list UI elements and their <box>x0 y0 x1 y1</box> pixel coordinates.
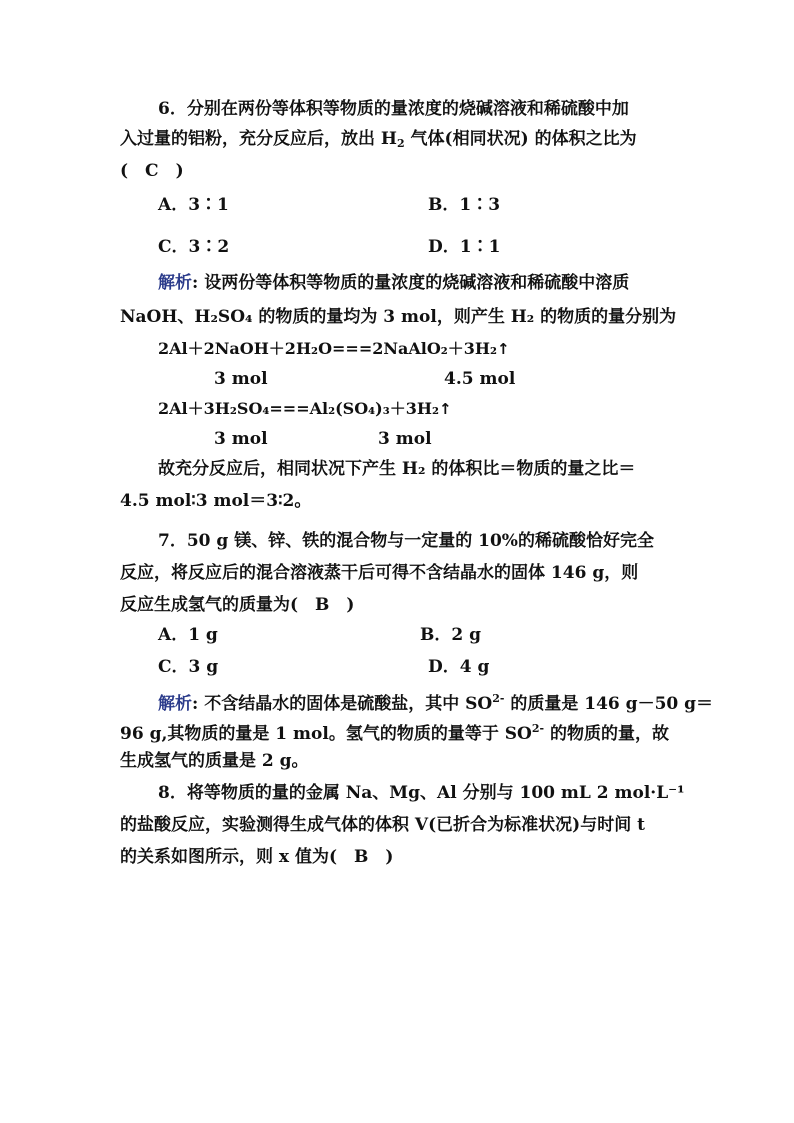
a6-equation-2-text: 2Al＋3H₂SO₄===Al₂(SO₄)₃＋3H₂ <box>158 399 440 418</box>
q6-line-2-a: 入过量的铝粉，充分反应后，放出 H <box>120 129 397 149</box>
a7-text-1b: 的质量是 146 g－50 g＝ <box>504 694 714 714</box>
q6-line-2 <box>120 128 637 155</box>
q6-option-b: B．1∶3 <box>428 195 501 215</box>
q7-line-1: 7．50 g 镁、锌、铁的混合物与一定量的 10%的稀硫酸恰好完全 <box>158 531 654 551</box>
a7-sulfate-charge-2: 2- <box>531 722 545 735</box>
a7-line-2-b: 的物质的量，故 <box>544 724 669 744</box>
a6-eq1-value-2: 4.5 mol <box>444 369 516 389</box>
q6-line-1: 6．分别在两份等体积等物质的量浓度的烧碱溶液和稀硫酸中加 <box>158 99 629 119</box>
a6-equation-1-text: 2Al＋2NaOH＋2H₂O===2NaAlO₂＋3H₂ <box>158 339 498 358</box>
a6-conclusion-1: 故充分反应后，相同状况下产生 H₂ 的体积比＝物质的量之比＝ <box>158 459 636 479</box>
a6-analysis-label: 解析 <box>158 273 192 293</box>
q7-option-d: D．4 g <box>428 657 490 677</box>
a6-equation-2 <box>158 398 452 420</box>
q7-option-c: C．3 g <box>158 657 219 677</box>
q7-option-b: B．2 g <box>420 625 482 645</box>
q8-line-3: 的关系如图所示，则 x 值为( B ) <box>120 847 394 867</box>
a6-eq2-value-1: 3 mol <box>214 429 268 449</box>
q6-line-2-sub: 2 <box>396 137 405 150</box>
a7-line-1 <box>158 688 713 715</box>
q6-line-2-b: 气体(相同状况) 的体积之比为 <box>404 129 637 149</box>
q6-option-a: A．3∶1 <box>158 195 229 215</box>
gas-arrow-icon: ↑ <box>497 340 510 358</box>
a7-line-2 <box>120 718 669 745</box>
q8-line-1: 8．将等物质的量的金属 Na、Mg、Al 分别与 100 mL 2 mol·L⁻¹ <box>158 783 685 803</box>
a7-line-3: 生成氢气的质量是 2 g。 <box>120 751 309 771</box>
q6-answer-bracket: ( C ) <box>120 161 184 181</box>
a6-text-1: : 设两份等体积等物质的量浓度的烧碱溶液和稀硫酸中溶质 <box>192 273 630 293</box>
q7-line-2: 反应，将反应后的混合溶液蒸干后可得不含结晶水的固体 146 g，则 <box>120 563 639 583</box>
q7-option-a: A．1 g <box>158 625 218 645</box>
a6-line-1 <box>158 272 629 294</box>
gas-arrow-icon: ↑ <box>439 400 452 418</box>
a6-equation-1 <box>158 338 510 360</box>
a6-line-2: NaOH、H₂SO₄ 的物质的量均为 3 mol，则产生 H₂ 的物质的量分别为 <box>120 307 677 327</box>
a6-eq1-value-1: 3 mol <box>214 369 268 389</box>
a7-line-2-a: 96 g,其物质的量是 1 mol。氢气的物质的量等于 SO <box>120 724 532 744</box>
a6-conclusion-2: 4.5 mol∶3 mol＝3∶2。 <box>120 491 312 511</box>
a7-analysis-label: 解析 <box>158 694 192 714</box>
a7-text-1: : 不含结晶水的固体是硫酸盐，其中 SO <box>192 694 493 714</box>
q6-option-c: C．3∶2 <box>158 237 230 257</box>
a6-eq2-value-2: 3 mol <box>378 429 432 449</box>
q7-line-3: 反应生成氢气的质量为( B ) <box>120 595 355 615</box>
a7-sulfate-charge: 2- <box>492 692 505 705</box>
q6-option-d: D．1∶1 <box>428 237 501 257</box>
q8-line-2: 的盐酸反应，实验测得生成气体的体积 V(已折合为标准状况)与时间 t <box>120 815 645 835</box>
